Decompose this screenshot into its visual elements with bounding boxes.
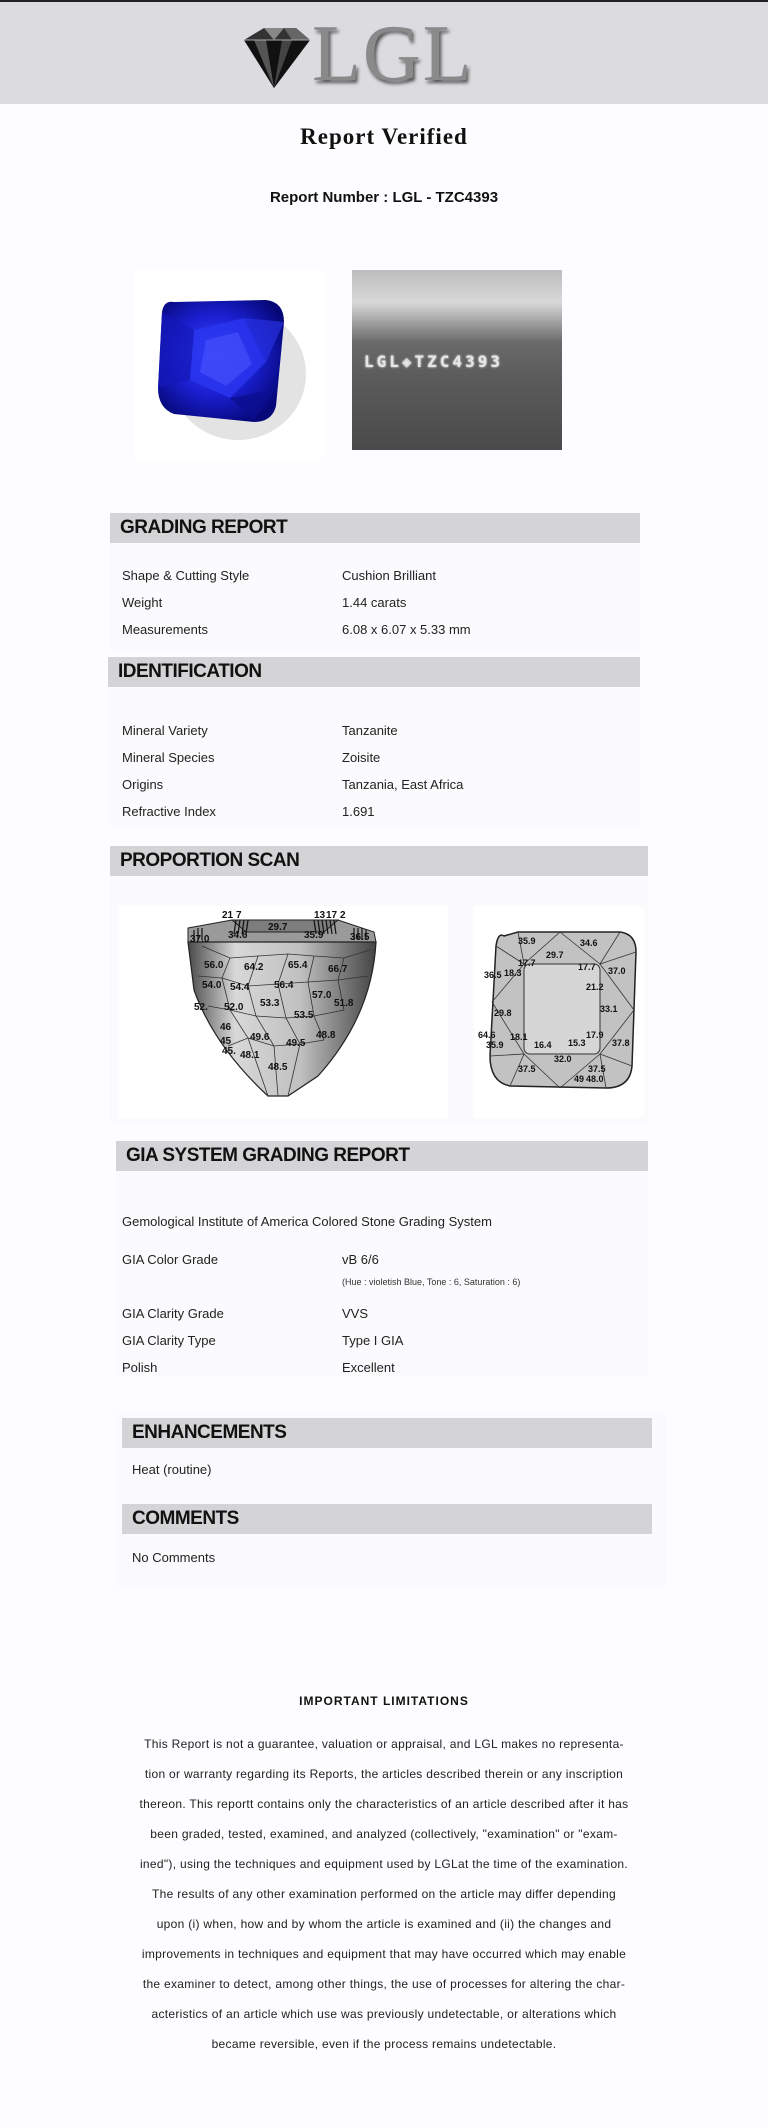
scan-label: 57.0 [312,990,332,1001]
scan-label: 15.3 [568,1038,586,1048]
enhancements-text: Heat (routine) [132,1462,212,1477]
scan-label: 17.7 [518,958,536,968]
scan-label: 35.9 [486,1040,504,1050]
scan-label: 64.6 [478,1030,496,1040]
scan-label: 64.2 [244,962,264,973]
grading-row-value: 6.08 x 6.07 x 5.33 mm [342,622,471,637]
scan-label: 45 [220,1036,232,1047]
scan-label: 49.6 [250,1032,270,1043]
comments-text: No Comments [132,1550,216,1565]
scan-label: 21 [222,910,234,921]
gia-row-value: vB 6/6 [342,1252,379,1267]
identification-row-label: Refractive Index [122,804,216,819]
scan-label: 29.7 [546,950,564,960]
limitations-line: became reversible, even if the process remains undetectable. [211,2037,557,2051]
logo-text: LGL [312,10,474,98]
identification-row-label: Origins [122,777,164,792]
proportion-scan-header [110,846,648,876]
side-profile-diagram [118,906,448,1118]
scan-label: 45. [222,1046,236,1057]
identification-row-value: 1.691 [342,804,375,819]
scan-label: 33.1 [600,1004,618,1014]
limitations-line: This Report is not a guarantee, valuation or appraisal, and LGL makes no representa- [144,1737,624,1751]
grading-row-value: Cushion Brilliant [342,568,436,583]
scan-label: 36.5 [350,932,370,943]
report-title: Report Verified [300,124,468,149]
grading-report-title: GRADING REPORT [120,517,288,538]
grading-report-header [110,513,640,543]
gem-photo [134,270,324,460]
scan-label: 37.8 [612,1038,630,1048]
identification-row-label: Mineral Variety [122,723,208,738]
scan-label: 54.4 [230,982,250,993]
scan-label: 21.2 [586,982,604,992]
enhancements-title: ENHANCEMENTS [132,1422,287,1443]
gia-row-value: Excellent [342,1360,395,1375]
gia-header [116,1141,648,1171]
comments-title: COMMENTS [132,1508,239,1529]
scan-label: 2 [340,910,346,921]
identification-row-value: Tanzania, East Africa [342,777,464,792]
scan-label: 48.1 [240,1050,260,1061]
scan-label: 29.8 [494,1008,512,1018]
inscription-text: LGL◈TZC4393 [364,352,503,371]
limitations-line: The results of any other examination performed on the article may differ depending [152,1887,616,1901]
header-banner [0,2,768,104]
identification-row-label: Mineral Species [122,750,215,765]
scan-label: 52. [194,1002,208,1013]
limitations-line: upon (i) when, how and by whom the article is examined and (ii) the changes and [156,1917,612,1931]
scan-label: 34.6 [228,930,248,941]
limitations-title: IMPORTANT LIMITATIONS [299,1694,469,1708]
limitations-line: been graded, tested, examined, and analyzed (collectively, "examination" or "exam- [150,1827,618,1841]
scan-label: 49 [574,1074,585,1084]
scan-label: 17.7 [578,962,596,972]
enhancements-header [122,1418,652,1448]
inscription-photo [352,270,562,450]
diamond-icon [234,26,314,90]
limitations-line: tion or warranty regarding its Reports, the articles described therein or any inscription [144,1767,624,1781]
scan-label: 29.7 [268,922,288,933]
top-view-diagram [474,906,644,1118]
scan-label: 48.8 [316,1030,336,1041]
scan-label: 65.4 [288,960,308,971]
scan-label: 56.0 [204,960,224,971]
scan-label: 18.1 [510,1032,528,1042]
scan-label: 17 [326,910,338,921]
scan-label: 17.9 [586,1030,604,1040]
scan-label: 48.0 [586,1074,604,1084]
gia-row-value: VVS [342,1306,369,1321]
identification-row-value: Tanzanite [342,723,398,738]
limitations-line: thereon. This reportt contains only the characteristics of an article described after it has [139,1797,629,1811]
scan-label: 49.5 [286,1038,306,1049]
scan-label: 34.6 [580,938,598,948]
scan-label: 32.0 [554,1054,572,1064]
lgl-logo[interactable] [234,10,494,98]
scan-label: 37.5 [518,1064,536,1074]
scan-label: 56.4 [274,980,294,991]
scan-label: 36.5 [484,970,502,980]
scan-label: 16.4 [534,1040,552,1050]
scan-label: 35.9 [304,930,324,941]
scan-label: 53.3 [260,998,280,1009]
identification-row-value: Zoisite [342,750,381,765]
scan-label: 54.0 [202,980,222,991]
grading-row-label: Measurements [122,622,208,637]
scan-label: 66.7 [328,964,348,975]
scan-label: 48.5 [268,1062,288,1073]
gia-row-value: Type I GIA [342,1333,404,1348]
grading-row-label: Shape & Cutting Style [122,568,250,583]
report-number: Report Number : LGL - TZC4393 [269,189,499,206]
proportion-scan-title: PROPORTION SCAN [120,850,300,871]
scan-label: 46 [220,1022,232,1033]
gia-title: GIA SYSTEM GRADING REPORT [126,1145,410,1166]
scan-label: 51.8 [334,998,354,1009]
gia-row-label: GIA Clarity Grade [122,1306,224,1321]
enhancements-comments-panel [116,1412,666,1588]
scan-label: 37.0 [608,966,626,976]
scan-label: 18.3 [504,968,522,978]
identification-title: IDENTIFICATION [118,661,262,682]
gia-color-note: (Hue : violetish Blue, Tone : 6, Saturation : 6) [342,1277,521,1287]
gia-system-text: Gemological Institute of America Colored Stone Grading System [122,1214,492,1229]
scan-label: 7 [236,910,242,921]
limitations-line: improvements in techniques and equipment that may have occurred which may enable [141,1947,627,1961]
scan-label: 52.0 [224,1002,244,1013]
comments-header [122,1504,652,1534]
scan-label: 37.0 [190,934,210,945]
identification-panel [108,657,640,827]
limitations-line: the examiner to detect, among other things, the use of processes for altering the char- [142,1977,626,1991]
scan-label: 13 [314,910,326,921]
gia-row-label: GIA Clarity Type [122,1333,216,1348]
grading-row-value: 1.44 carats [342,595,407,610]
gia-row-label: Polish [122,1360,158,1375]
gia-row-label: GIA Color Grade [122,1252,219,1267]
grading-row-label: Weight [122,595,163,610]
scan-label: 53.5 [294,1010,314,1021]
scan-label: 37.5 [588,1064,606,1074]
limitations-line: acteristics of an article which use was previously undetectable, or alterations which [151,2007,617,2021]
scan-label: 35.9 [518,936,536,946]
identification-header [108,657,640,687]
limitations-line: ined"), using the techniques and equipment used by LGLat the time of the examination. [139,1857,629,1871]
